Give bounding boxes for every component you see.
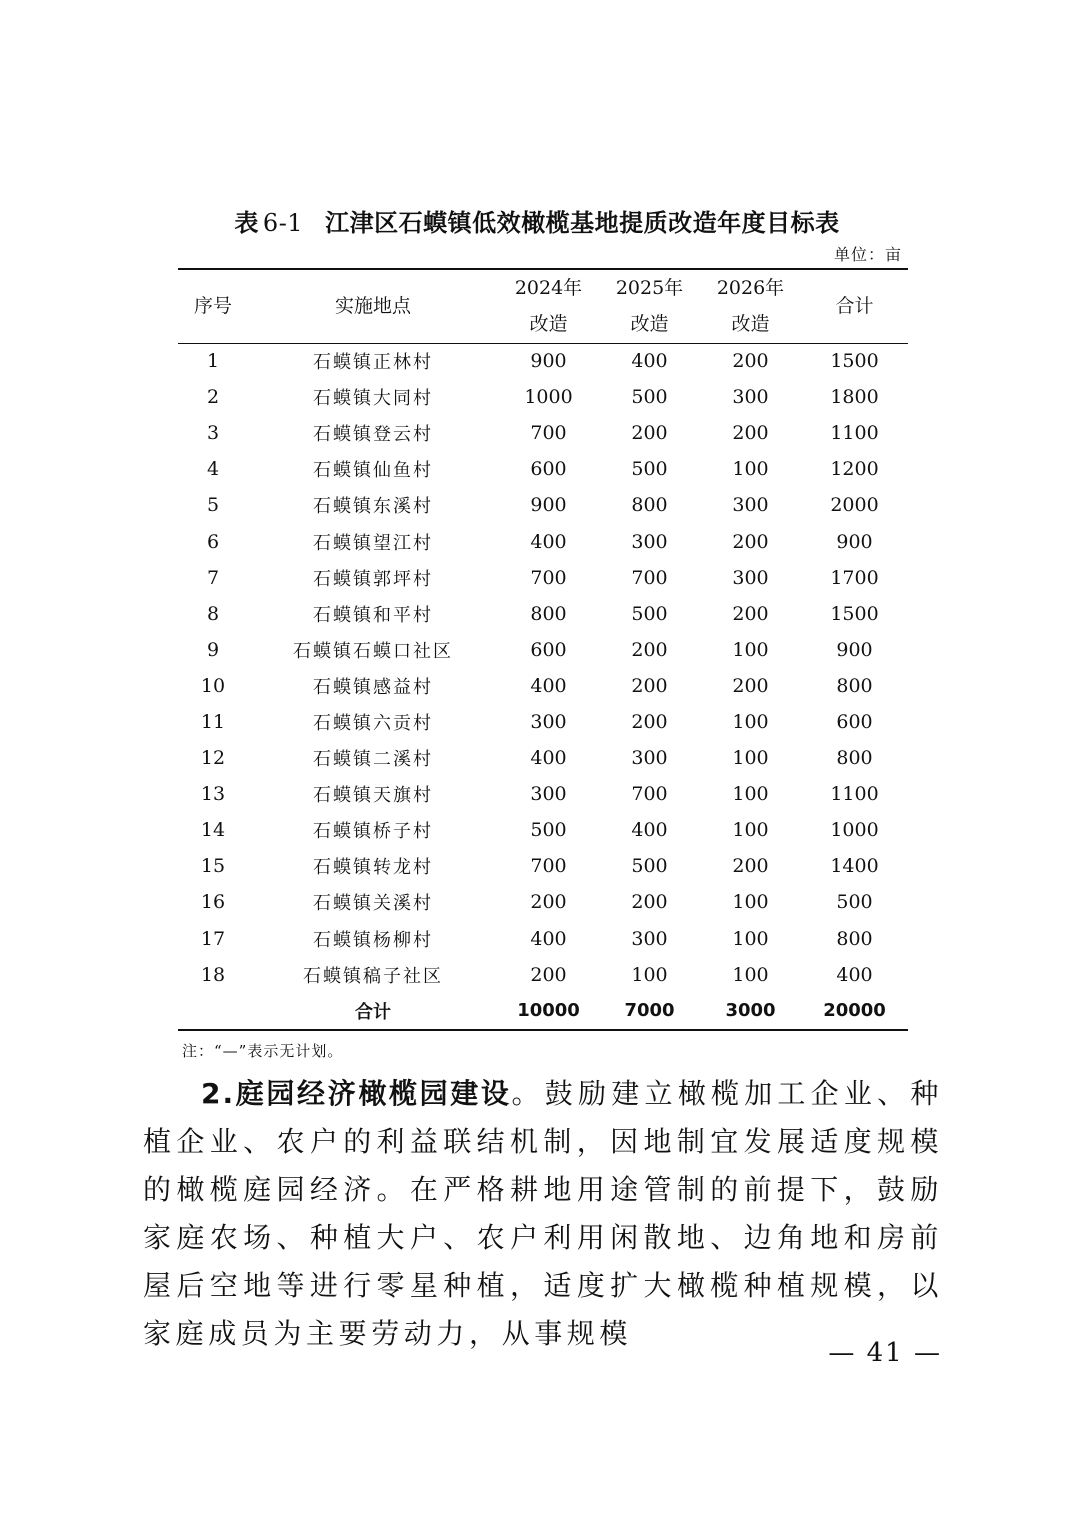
table-title-prefix: 表 <box>234 209 259 237</box>
total-row <box>178 993 908 1030</box>
table-row <box>178 668 908 704</box>
table-row <box>178 921 908 957</box>
cell-place: 石蟆镇和平村 <box>313 604 433 626</box>
cell-2024: 600 <box>530 638 567 661</box>
cell-2025: 700 <box>631 566 668 589</box>
cell-2026: 100 <box>732 891 769 914</box>
cell-2024: 1000 <box>524 386 573 409</box>
cell-2026: 100 <box>732 638 769 661</box>
cell-2025: 300 <box>631 747 668 770</box>
cell-seq: 13 <box>200 783 226 806</box>
table-title-text: 江津区石蟆镇低效橄榄基地提质改造年度目标表 <box>325 209 840 237</box>
cell-2026: 200 <box>732 422 769 445</box>
cell-2026: 200 <box>732 602 769 625</box>
cell-2024: 700 <box>530 855 567 878</box>
cell-2026: 100 <box>732 710 769 733</box>
cell-place: 石蟆镇关溪村 <box>313 893 433 915</box>
target-table <box>178 268 908 1031</box>
cell-2024: 400 <box>530 927 567 950</box>
cell-2024: 300 <box>530 783 567 806</box>
cell-total: 1000 <box>830 819 879 842</box>
cell-2024: 500 <box>530 819 567 842</box>
cell-2026: 300 <box>732 494 769 517</box>
cell-total: 1100 <box>830 422 879 445</box>
cell-2024: 300 <box>530 710 567 733</box>
table-row <box>178 560 908 596</box>
cell-place: 石蟆镇望江村 <box>313 532 433 554</box>
cell-seq: 11 <box>200 710 226 733</box>
cell-2025: 100 <box>631 963 668 986</box>
cell-seq: 10 <box>200 674 226 697</box>
table-row <box>178 451 908 487</box>
cell-seq: 17 <box>200 927 226 950</box>
header-2024-sub: 改造 <box>529 313 568 336</box>
cell-total: 1500 <box>830 350 879 373</box>
header-place: 实施地点 <box>248 269 498 343</box>
table-title <box>0 203 1074 238</box>
header-2026 <box>700 269 801 343</box>
cell-place: 石蟆镇六贡村 <box>313 712 433 734</box>
header-2025-sub: 改造 <box>630 313 669 336</box>
cell-place: 石蟆镇登云村 <box>313 424 433 446</box>
cell-2024: 200 <box>530 891 567 914</box>
cell-seq: 12 <box>200 747 226 770</box>
cell-seq: 18 <box>200 963 226 986</box>
cell-2024: 700 <box>530 422 567 445</box>
cell-seq: 1 <box>206 350 220 373</box>
cell-2025: 200 <box>631 422 668 445</box>
cell-total: 1400 <box>830 855 879 878</box>
cell-place: 石蟆镇大同村 <box>313 388 433 410</box>
cell-total: 500 <box>836 891 873 914</box>
cell-place: 石蟆镇转龙村 <box>313 857 433 879</box>
cell-2026: 100 <box>732 458 769 481</box>
total-sum: 20000 <box>801 993 908 1030</box>
cell-2025: 200 <box>631 638 668 661</box>
table-row <box>178 415 908 451</box>
cell-2025: 200 <box>631 710 668 733</box>
cell-place: 石蟆镇郭坪村 <box>313 568 433 590</box>
header-2025 <box>599 269 700 343</box>
cell-total: 900 <box>836 638 873 661</box>
cell-2025: 400 <box>631 819 668 842</box>
table-row <box>178 596 908 632</box>
header-total: 合计 <box>801 269 908 343</box>
cell-seq: 6 <box>206 530 220 553</box>
cell-total: 600 <box>836 710 873 733</box>
cell-2025: 500 <box>631 855 668 878</box>
header-2024-year: 2024年 <box>514 277 583 300</box>
cell-2025: 800 <box>631 494 668 517</box>
cell-total: 800 <box>836 674 873 697</box>
table-header-row <box>178 269 908 343</box>
cell-2026: 200 <box>732 674 769 697</box>
table-row <box>178 632 908 668</box>
table-row <box>178 704 908 740</box>
table-row <box>178 523 908 559</box>
table-row <box>178 740 908 776</box>
cell-total: 800 <box>836 747 873 770</box>
cell-total: 1500 <box>830 602 879 625</box>
cell-2026: 100 <box>732 747 769 770</box>
cell-seq: 3 <box>206 422 220 445</box>
cell-total: 2000 <box>830 494 879 517</box>
cell-2025: 500 <box>631 602 668 625</box>
cell-seq: 8 <box>206 602 220 625</box>
cell-2026: 200 <box>732 530 769 553</box>
cell-total: 400 <box>836 963 873 986</box>
table-row <box>178 812 908 848</box>
table-row <box>178 776 908 812</box>
cell-2026: 100 <box>732 819 769 842</box>
cell-2024: 700 <box>530 566 567 589</box>
cell-place: 石蟆镇天旗村 <box>313 785 433 807</box>
cell-place: 石蟆镇稿子社区 <box>303 965 443 987</box>
total-2024: 10000 <box>498 993 599 1030</box>
cell-2024: 400 <box>530 747 567 770</box>
cell-seq: 14 <box>200 819 226 842</box>
cell-2024: 800 <box>530 602 567 625</box>
cell-2025: 200 <box>631 891 668 914</box>
cell-place: 石蟆镇东溪村 <box>313 496 433 518</box>
cell-seq: 16 <box>200 891 226 914</box>
cell-place: 石蟆镇杨柳村 <box>313 929 433 951</box>
header-seq: 序号 <box>178 269 248 343</box>
cell-total: 1800 <box>830 386 879 409</box>
table-note: 注：“—”表示无计划。 <box>182 1042 344 1060</box>
cell-seq: 9 <box>206 638 220 661</box>
cell-seq: 5 <box>206 494 220 517</box>
cell-2025: 300 <box>631 530 668 553</box>
cell-seq: 2 <box>206 386 220 409</box>
cell-2024: 900 <box>530 494 567 517</box>
cell-2024: 600 <box>530 458 567 481</box>
cell-seq: 7 <box>206 566 220 589</box>
cell-2024: 200 <box>530 963 567 986</box>
paragraph-body: 。鼓励建立橄榄加工企业、种植企业、农户的利益联结机制，因地制宜发展适度规模的橄榄庭园经济。在严格耕地用途管制的前提下，鼓励家庭农场、种植大户、农户利用闲散地、边角地和房前屋后空地等进行零星种植，适度扩大橄榄种植规模，以家庭成员为主要劳动力，从事规模 <box>143 1077 943 1350</box>
cell-2024: 900 <box>530 350 567 373</box>
table-body <box>178 343 908 993</box>
cell-2026: 100 <box>732 927 769 950</box>
cell-total: 1100 <box>830 783 879 806</box>
cell-2026: 100 <box>732 963 769 986</box>
cell-2025: 400 <box>631 350 668 373</box>
total-2025: 7000 <box>599 993 700 1030</box>
cell-2026: 200 <box>732 855 769 878</box>
table-row <box>178 884 908 920</box>
header-2026-sub: 改造 <box>731 313 770 336</box>
cell-2025: 300 <box>631 927 668 950</box>
header-2025-year: 2025年 <box>615 277 684 300</box>
cell-place: 石蟆镇石蟆口社区 <box>293 640 453 662</box>
cell-place: 石蟆镇仙鱼村 <box>313 460 433 482</box>
cell-total: 800 <box>836 927 873 950</box>
header-2026-year: 2026年 <box>716 277 785 300</box>
table-row <box>178 379 908 415</box>
cell-2026: 300 <box>732 386 769 409</box>
cell-2026: 100 <box>732 783 769 806</box>
cell-place: 石蟆镇正林村 <box>313 352 433 374</box>
cell-total: 1200 <box>830 458 879 481</box>
cell-2025: 200 <box>631 674 668 697</box>
page-number: — 41 — <box>828 1338 942 1368</box>
unit-label: 单位：亩 <box>833 245 902 264</box>
cell-total: 1700 <box>830 566 879 589</box>
table-row <box>178 957 908 993</box>
cell-total: 900 <box>836 530 873 553</box>
total-seq-cell <box>178 993 248 1030</box>
header-2024 <box>498 269 599 343</box>
total-label: 合计 <box>248 993 498 1030</box>
cell-2025: 500 <box>631 458 668 481</box>
cell-2026: 300 <box>732 566 769 589</box>
cell-2024: 400 <box>530 530 567 553</box>
cell-place: 石蟆镇感益村 <box>313 676 433 698</box>
cell-2026: 200 <box>732 350 769 373</box>
total-2026: 3000 <box>700 993 801 1030</box>
cell-place: 石蟆镇桥子村 <box>313 821 433 843</box>
table-row <box>178 848 908 884</box>
cell-seq: 4 <box>206 458 220 481</box>
table-row <box>178 343 908 379</box>
table-row <box>178 487 908 523</box>
cell-2025: 500 <box>631 386 668 409</box>
cell-seq: 15 <box>200 855 226 878</box>
body-paragraph <box>143 1070 943 1358</box>
paragraph-heading: 2.庭园经济橄榄园建设 <box>201 1077 512 1110</box>
cell-2025: 700 <box>631 783 668 806</box>
cell-place: 石蟆镇二溪村 <box>313 749 433 771</box>
cell-2024: 400 <box>530 674 567 697</box>
table-number: 6-1 <box>262 209 304 237</box>
